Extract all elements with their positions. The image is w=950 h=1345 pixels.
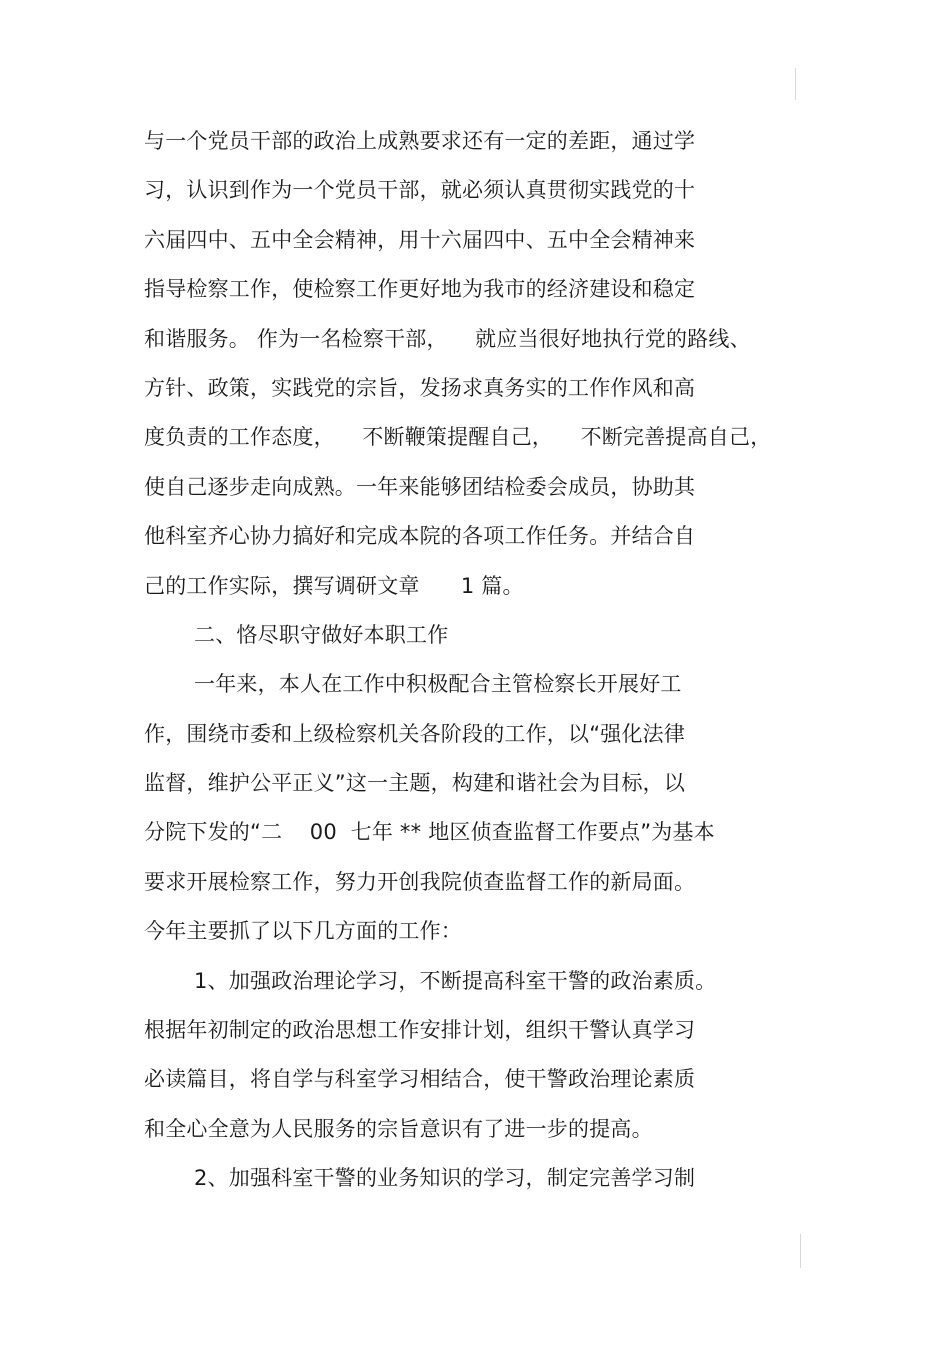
text-line: 度负责的工作态度， 不断鞭策提醒自己， 不断完善提高自己， (144, 425, 772, 450)
text-line: 必读篇目，将自学与科室学习相结合，使干警政治理论素质 (144, 1067, 696, 1092)
list-item-heading: 2、加强科室干警的业务知识的学习，制定完善学习制 (194, 1166, 696, 1191)
section-heading: 二、恪尽职守做好本职工作 (194, 622, 449, 647)
text-line: 六届四中、五中全会精神，用十六届四中、五中全会精神来 (144, 227, 696, 252)
text-line: 己的工作实际，撰写调研文章 1 篇。 (144, 573, 524, 598)
list-item-heading: 1、加强政治理论学习，不断提高科室干警的政治素质。 (194, 968, 717, 993)
text-line: 监督，维护公平正义”这一主题，构建和谐社会为目标，以 (144, 771, 686, 796)
text-line: 分院下发的“二 00 七年 ** 地区侦查监督工作要点”为基本 (144, 820, 715, 845)
text-line: 根据年初制定的政治思想工作安排计划，组织干警认真学习 (144, 1018, 696, 1043)
text-line: 指导检察工作，使检察工作更好地为我市的经济建设和稳定 (144, 277, 696, 302)
text-line: 习，认识到作为一个党员干部，就必须认真贯彻实践党的十 (144, 178, 696, 203)
text-line: 作，围绕市委和上级检察机关各阶段的工作，以“强化法律 (144, 721, 686, 746)
page-corner-mark-bottom (800, 1234, 801, 1268)
text-line: 和全心全意为人民服务的宗旨意识有了进一步的提高。 (144, 1116, 653, 1141)
text-line: 方针、政策，实践党的宗旨，发扬求真务实的工作作风和高 (144, 375, 696, 400)
text-line: 与一个党员干部的政治上成熟要求还有一定的差距，通过学 (144, 129, 696, 153)
text-line: 一年来，本人在工作中积极配合主管检察长开展好工 (194, 672, 682, 697)
page-corner-mark-top (795, 68, 796, 100)
text-line: 和谐服务。 作为一名检察干部， 就应当很好地执行党的路线、 (144, 326, 751, 351)
text-line: 使自己逐步走向成熟。一年来能够团结检委会成员，协助其 (144, 474, 696, 499)
text-line: 他科室齐心协力搞好和完成本院的各项工作任务。并结合自 (144, 524, 696, 549)
text-line: 要求开展检察工作，努力开创我院侦查监督工作的新局面。 (144, 869, 696, 894)
text-line: 今年主要抓了以下几方面的工作： (144, 919, 462, 944)
document-body (144, 124, 804, 1211)
